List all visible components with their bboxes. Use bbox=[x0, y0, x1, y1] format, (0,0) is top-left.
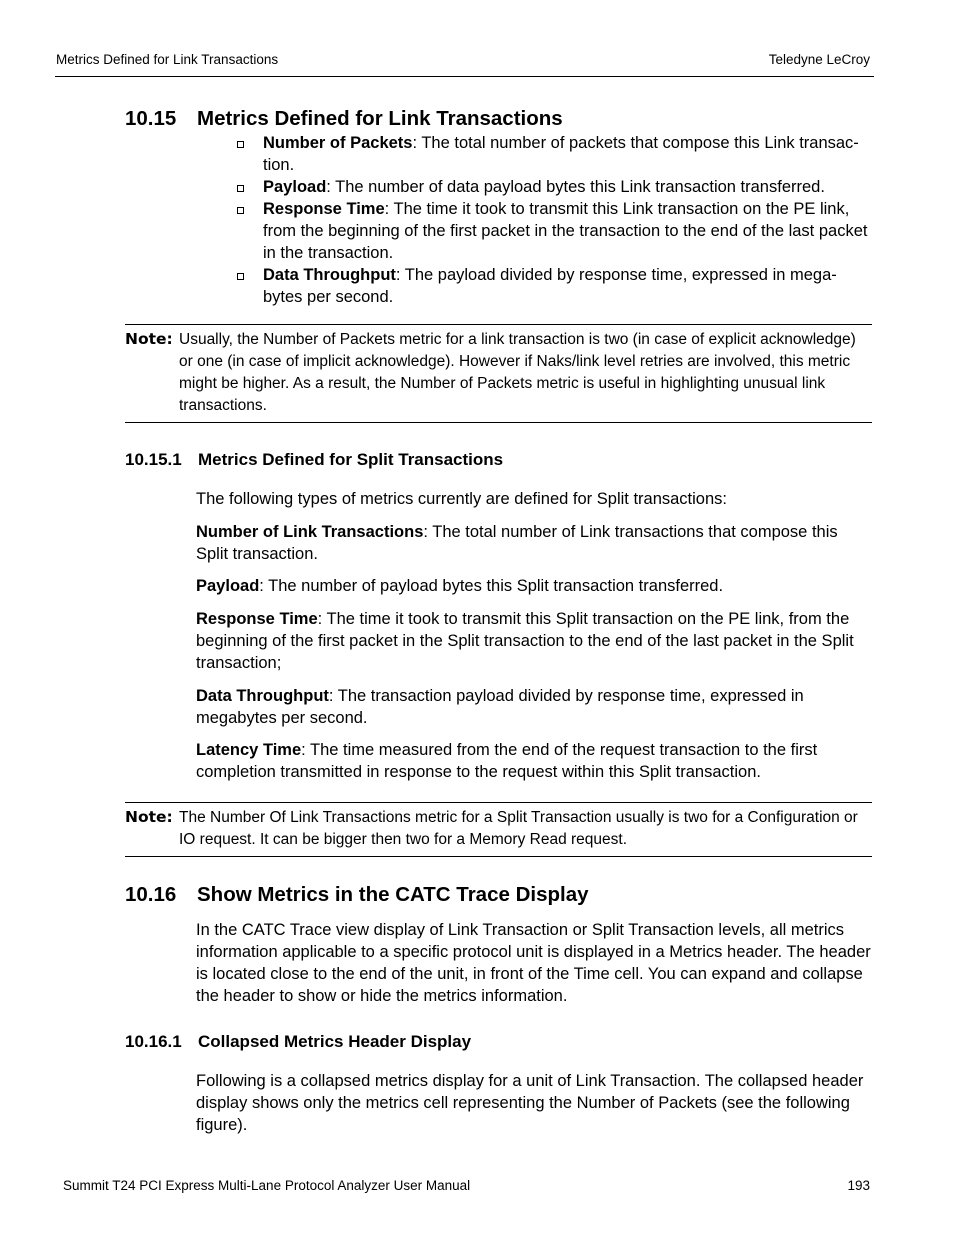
header-rule bbox=[55, 76, 874, 77]
note-box-link bbox=[125, 324, 872, 423]
split-intro-paragraph: The following types of metrics currently are defined for Split transactions: bbox=[196, 490, 727, 508]
note-box-split bbox=[125, 802, 872, 857]
definition: : The time measured from the end of the request transaction to the first completion transmitted in response to the request within this Split transaction. bbox=[196, 741, 818, 781]
note-label: Note: bbox=[125, 808, 173, 826]
definition: : The total number of Link transactions that compose this Split transaction. bbox=[196, 523, 838, 563]
section-title: Collapsed Metrics Header Display bbox=[198, 1032, 472, 1051]
note-text: The Number Of Link Transactions metric for a Split Transaction usually is two for a Configuration or IO request. It can be bigger then two for a Memory Read request. bbox=[179, 809, 858, 848]
term: Number of Packets bbox=[263, 134, 413, 152]
term: Payload bbox=[196, 577, 260, 595]
list-item bbox=[237, 198, 874, 264]
checkbox-bullet-icon bbox=[237, 141, 244, 148]
checkbox-bullet-icon bbox=[237, 185, 244, 192]
link-metrics-list bbox=[237, 132, 874, 308]
section-number: 10.15.1 bbox=[125, 450, 182, 469]
list-item bbox=[237, 132, 874, 176]
term: Data Throughput bbox=[196, 687, 329, 705]
split-metric-paragraph bbox=[196, 685, 874, 729]
split-metric-paragraph bbox=[196, 739, 874, 783]
section-number: 10.16 bbox=[125, 883, 177, 906]
term: Latency Time bbox=[196, 741, 302, 759]
definition: : The time it took to transmit this Link transaction on the PE link, from the beginning of the first packet in the transaction to the end of the last packet in the transaction. bbox=[263, 200, 868, 262]
collapsed-header-paragraph: Following is a collapsed metrics display for a unit of Link Transaction. The collapsed header display shows only the metrics cell representing the Number of Packets (see the following figure). bbox=[196, 1072, 864, 1134]
section-heading-10-16-1 bbox=[125, 1032, 471, 1052]
page-number: 193 bbox=[847, 1178, 870, 1193]
term: Data Throughput bbox=[263, 266, 396, 284]
section-title: Metrics Defined for Split Transactions bbox=[198, 450, 504, 469]
list-item bbox=[237, 264, 874, 308]
note-text: Usually, the Number of Packets metric for a link transaction is two (in case of explicit acknowledge) or one (in case of implicit acknowledge). However if Naks/link level retries are involved, this metric might be higher. As a result, the Number of Packets metric is useful in highlighting unusual link transactions. bbox=[179, 331, 856, 414]
section-title: Metrics Defined for Link Transactions bbox=[197, 107, 563, 130]
header-company: Teledyne LeCroy bbox=[768, 52, 870, 67]
term: Number of Link Transactions bbox=[196, 523, 424, 541]
section-heading-10-15 bbox=[125, 107, 563, 131]
term: Payload bbox=[263, 178, 327, 196]
list-item bbox=[237, 176, 874, 198]
section-heading-10-16 bbox=[125, 883, 589, 907]
split-metric-paragraph bbox=[196, 608, 874, 674]
definition: : The transaction payload divided by response time, expressed in megabytes per second. bbox=[196, 687, 804, 727]
term: Response Time bbox=[196, 610, 318, 628]
checkbox-bullet-icon bbox=[237, 207, 244, 214]
definition: : The payload divided by response time, expressed in mega-bytes per second. bbox=[263, 266, 837, 306]
section-title: Show Metrics in the CATC Trace Display bbox=[197, 883, 589, 906]
section-heading-10-15-1 bbox=[125, 450, 503, 470]
section-number: 10.16.1 bbox=[125, 1032, 182, 1051]
trace-display-paragraph: In the CATC Trace view display of Link Transaction or Split Transaction levels, all metrics information applicable to a specific protocol unit is displayed in a Metrics header. The header is located close to the end of the unit, in front of the Time cell. You can expand and collapse the header to show or hide the metrics information. bbox=[196, 921, 871, 1005]
term: Response Time bbox=[263, 200, 385, 218]
header-chapter-title: Metrics Defined for Link Transactions bbox=[56, 52, 279, 67]
split-metric-paragraph bbox=[196, 521, 874, 565]
checkbox-bullet-icon bbox=[237, 273, 244, 280]
note-label: Note: bbox=[125, 330, 173, 348]
footer-manual-title: Summit T24 PCI Express Multi-Lane Protocol Analyzer User Manual bbox=[63, 1178, 471, 1193]
split-metric-paragraph bbox=[196, 575, 874, 597]
section-number: 10.15 bbox=[125, 107, 177, 130]
definition: : The time it took to transmit this Split transaction on the PE link, from the beginning of the first packet in the Split transaction to the end of the last packet in the Split transaction; bbox=[196, 610, 854, 672]
definition: : The total number of packets that compose this Link transac-tion. bbox=[263, 134, 859, 174]
definition: : The number of payload bytes this Split transaction transferred. bbox=[259, 577, 724, 595]
definition: : The number of data payload bytes this Link transaction transferred. bbox=[326, 178, 825, 196]
